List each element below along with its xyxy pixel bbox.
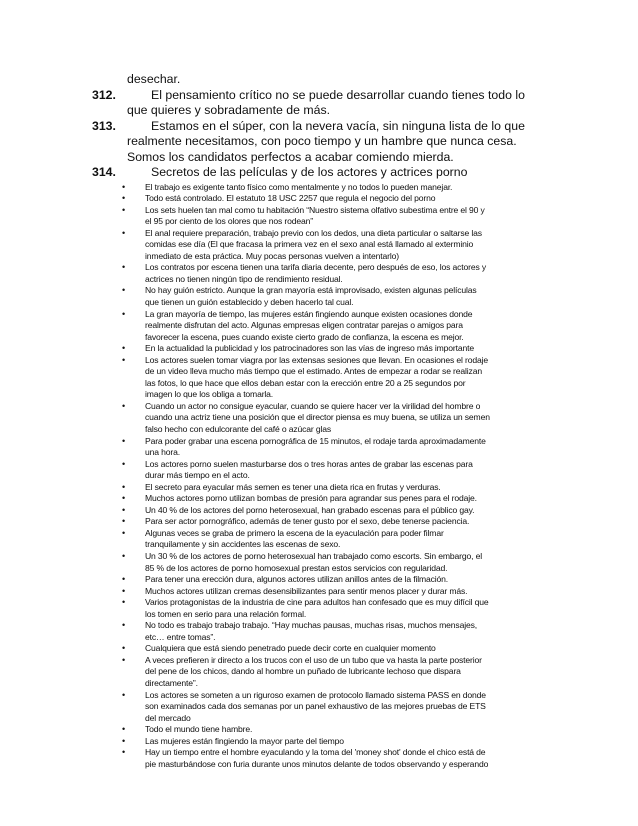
item-number: 313. bbox=[92, 118, 116, 133]
bullet-item bbox=[92, 655, 547, 690]
bullet-line: comidas ese día (El que fracasa la primera vez en el sexo anal está llamado al exterminio bbox=[145, 239, 474, 250]
bullet-line: durar más tiempo en el acto. bbox=[145, 470, 250, 481]
numbered-item bbox=[92, 119, 547, 166]
bullet-item bbox=[92, 343, 547, 355]
bullet-line: • A veces prefieren ir directo a los trucos con el uso de un tubo que va hasta la parte posterior bbox=[145, 654, 482, 665]
bullet-line: pie masturbándose con furia durante unos minutos delante de todos observando y esperando bbox=[145, 758, 489, 769]
bullet-line: el 95 por ciento de los olores que nos rodean” bbox=[145, 216, 313, 227]
numbered-items bbox=[92, 88, 547, 181]
bullet-item bbox=[92, 262, 547, 285]
item-text-continued: realmente necesitamos, con poco tiempo y un hambre que nunca cesa. bbox=[127, 134, 517, 148]
bullet-list bbox=[92, 182, 547, 771]
bullet-item bbox=[92, 182, 547, 194]
bullet-line: etc… entre tomas”. bbox=[145, 631, 216, 642]
bullet-line: • Los contratos por escena tienen una tarifa diaria decente, pero después de eso, los actores y bbox=[145, 262, 487, 273]
bullet-item bbox=[92, 228, 547, 263]
item-text: Estamos en el súper, con la nevera vacía, sin ninguna lista de lo que bbox=[151, 118, 525, 133]
bullet-item bbox=[92, 205, 547, 228]
bullet-line: • Varios protagonistas de la industria de cine para adultos han confesado que es muy difícil que bbox=[145, 597, 489, 608]
bullet-line: directamente”. bbox=[145, 678, 198, 689]
bullet-item bbox=[92, 597, 547, 620]
bullet-line: • La gran mayoría de tiempo, las mujeres están fingiendo aunque existen ocasiones donde bbox=[145, 308, 473, 319]
bullet-line: son examinados cada dos semanas por un panel exhaustivo de las mejores pruebas de ETS bbox=[145, 701, 486, 712]
bullet-line: • El secreto para eyacular más semen es tener una dieta rica en frutas y verduras. bbox=[145, 481, 441, 492]
bullet-item bbox=[92, 620, 547, 643]
bullet-line: • Las mujeres están fingiendo la mayor parte del tiempo bbox=[145, 735, 344, 746]
item-number: 314. bbox=[92, 165, 116, 179]
bullet-line: tranquilamente y sin accidentes las escenas de sexo. bbox=[145, 539, 341, 550]
bullet-line: • Cuando un actor no consigue eyacular, cuando se quiere hacer ver la virilidad del hombre o bbox=[145, 400, 481, 411]
bullet-item bbox=[92, 574, 547, 586]
item-text-continued: Somos los candidatos perfectos a acabar comiendo mierda. bbox=[127, 149, 454, 164]
bullet-line: 85 % de los actores de porno homosexual prestan estos servicios con regularidad. bbox=[145, 562, 448, 573]
bullet-line: • No hay guión estricto. Aunque la gran mayoría está improvisado, existen algunas películas bbox=[145, 285, 477, 296]
bullet-line: realmente disfrutan del acto. Algunas empresas eligen contratar parejas o amigos para bbox=[145, 320, 463, 331]
bullet-line: favorecer la escena, pues cuando existe cierto grado de confianza, la escena es mejor. bbox=[145, 331, 464, 342]
bullet-line: • Los sets huelen tan mal como tu habitación “Nuestro sistema olfativo subestima entre el 90 y bbox=[145, 204, 485, 215]
bullet-item bbox=[92, 747, 547, 770]
bullet-item bbox=[92, 355, 547, 401]
bullet-line: • Todo el mundo tiene hambre. bbox=[145, 724, 253, 735]
bullet-line: • Muchos actores utilizan cremas desensibilizantes para sentir menos placer y durar más. bbox=[145, 585, 468, 596]
bullet-line: • Todo está controlado. El estatuto 18 USC 2257 que regula el negocio del porno bbox=[145, 193, 436, 204]
bullet-line: • No todo es trabajo trabajo trabajo. “Hay muchas pausas, muchas risas, muchos mensajes, bbox=[145, 620, 477, 631]
bullet-line: del pene de los chicos, dando al hombre un puñado de lubricante lechoso que dispara bbox=[145, 666, 461, 677]
bullet-item bbox=[92, 482, 547, 494]
bullet-line: • Para poder grabar una escena pornográfica de 15 minutos, el rodaje tarda aproximadamente bbox=[145, 435, 486, 446]
bullet-line: • Para ser actor pornográfico, además de tener gusto por el sexo, debe tenerse paciencia. bbox=[145, 516, 470, 527]
intro-line: desechar. bbox=[127, 72, 181, 86]
item-number: 312. bbox=[92, 87, 116, 102]
bullet-line: • Para tener una erección dura, algunos actores utilizan anillos antes de la filmación. bbox=[145, 574, 449, 585]
bullet-line: que tienen un guión establecido y deben hacerlo tal cual. bbox=[145, 296, 354, 307]
bullet-line: • Un 30 % de los actores de porno heterosexual han trabajado como escorts. Sin embargo, el bbox=[145, 551, 482, 561]
bullet-item bbox=[92, 285, 547, 308]
item-text: Secretos de las películas y de los actores y actrices porno bbox=[151, 165, 468, 179]
bullet-line: cuando una actriz tiene una posición que el director piensa es muy buena, se utiliza un semen bbox=[145, 412, 490, 423]
bullet-item bbox=[92, 493, 547, 505]
bullet-line: • En la actualidad la publicidad y los patrocinadores son las vías de ingreso más importante bbox=[145, 343, 475, 354]
bullet-line: de un video lleva mucho más tiempo que el estimado. Antes de empezar a rodar se realizan bbox=[145, 366, 482, 377]
bullet-item bbox=[92, 436, 547, 459]
bullet-line: • Hay un tiempo entre el hombre eyaculando y la toma del 'money shot' donde el chico está de bbox=[145, 747, 486, 758]
bullet-item bbox=[92, 193, 547, 205]
bullet-item bbox=[92, 586, 547, 598]
bullet-item bbox=[92, 459, 547, 482]
bullet-line: • Un 40 % de los actores del porno heterosexual, han grabado escenas para el público gay. bbox=[145, 504, 475, 515]
bullet-item bbox=[92, 736, 547, 748]
item-text: El pensamiento crítico no se puede desarrollar cuando tienes todo lo bbox=[151, 87, 525, 102]
bullet-line: • El trabajo es exigente tanto físico como mentalmente y no todos lo pueden manejar. bbox=[145, 181, 453, 192]
bullet-line: una hora. bbox=[145, 447, 180, 458]
numbered-item bbox=[92, 88, 547, 119]
bullet-item bbox=[92, 724, 547, 736]
numbered-item bbox=[92, 165, 547, 181]
bullet-line: • Algunas veces se graba de primero la escena de la eyaculación para poder filmar bbox=[145, 527, 444, 538]
bullet-item bbox=[92, 516, 547, 528]
bullet-line: del mercado bbox=[145, 712, 191, 723]
bullet-item bbox=[92, 309, 547, 344]
bullet-item bbox=[92, 401, 547, 436]
bullet-line: • Los actores suelen tomar viagra por las extensas sesiones que llevan. En ocasiones el rodaje bbox=[145, 354, 489, 365]
bullet-line: • Los actores se someten a un riguroso examen de protocolo llamado sistema PASS en donde bbox=[145, 689, 486, 700]
bullet-item bbox=[92, 643, 547, 655]
bullet-line: las fotos, lo que hace que ellos deban estar con la erección entre 20 a 25 segundos por bbox=[145, 377, 466, 388]
item-text-continued: que quieres y sobradamente de más. bbox=[127, 103, 331, 117]
bullet-line: • Cualquiera que está siendo penetrado puede decir corte en cualquier momento bbox=[145, 643, 436, 654]
page-content bbox=[92, 72, 547, 770]
bullet-item bbox=[92, 505, 547, 517]
bullet-line: actrices no tienen ningún tipo de rendimiento residual. bbox=[145, 273, 343, 284]
bullet-item bbox=[92, 528, 547, 551]
bullet-line: • Los actores porno suelen masturbarse dos o tres horas antes de grabar las escenas para bbox=[145, 458, 473, 469]
bullet-line: falso hecho con edulcorante del café o azúcar glas bbox=[145, 423, 331, 434]
bullet-line: los tomen en serio para una relación formal. bbox=[145, 608, 307, 619]
bullet-item bbox=[92, 690, 547, 725]
bullet-item bbox=[92, 551, 547, 574]
bullet-line: • El anal requiere preparación, trabajo previo con los dedos, una dieta particular o saltarse las bbox=[145, 227, 482, 238]
bullet-line: inmediato de esta práctica. Muy pocas personas vuelven a intentarlo) bbox=[145, 250, 399, 261]
bullet-line: • Muchos actores porno utilizan bombas de presión para agrandar sus penes para el rodaje. bbox=[145, 493, 477, 504]
bullet-line: imagen lo que los obliga a tomarla. bbox=[145, 389, 274, 400]
